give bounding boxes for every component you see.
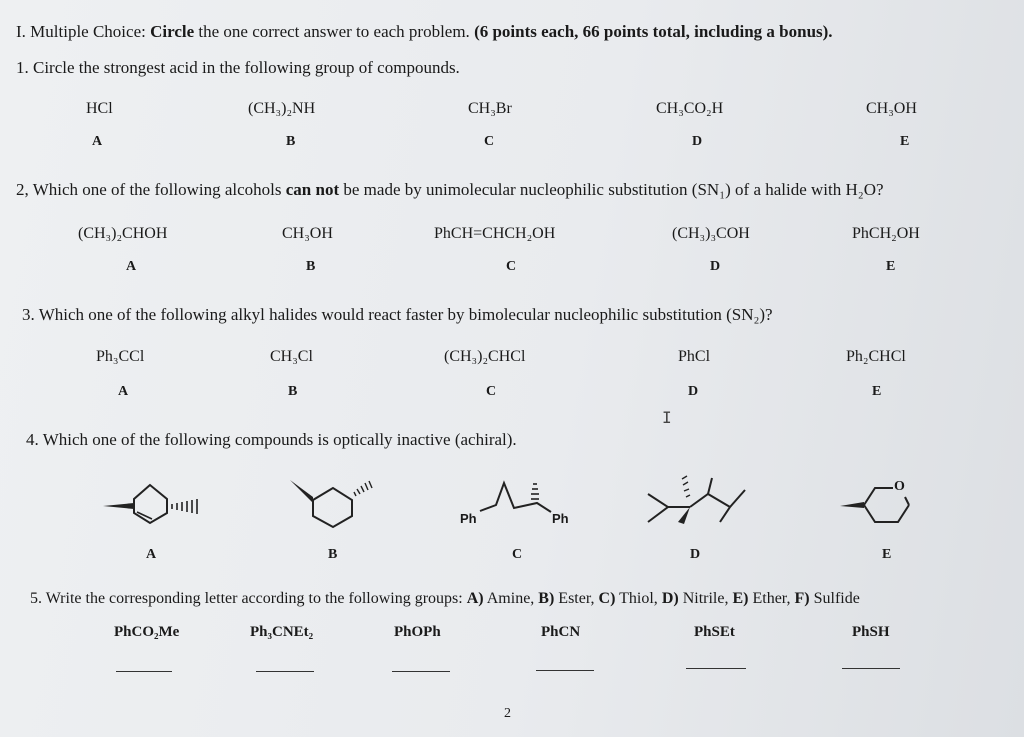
q3-text: 3. Which one of the following alkyl halides would react faster by bimolecular nucleophilic substitution (SN₂)?: [22, 305, 773, 324]
q4-letter-c: C: [512, 547, 523, 562]
q4-c-ph-right: Ph: [552, 511, 569, 526]
q5-answer-blank-2[interactable]: [256, 671, 314, 672]
q1-letter-a: A: [92, 134, 103, 149]
q3-letter-e: E: [872, 384, 882, 399]
instruction-bold: Circle: [150, 22, 195, 41]
q2-letter-e: E: [886, 259, 896, 274]
q2-text-bold: can not: [285, 180, 340, 199]
q2-option-b[interactable]: CH₃OH: [282, 225, 333, 242]
q1-letter-e: E: [900, 134, 910, 149]
q4-letter-d: D: [690, 547, 701, 562]
q2-letter-b: B: [306, 259, 316, 274]
q5-answer-blank-3[interactable]: [392, 671, 450, 672]
q5-prefix: 5. Write the corresponding letter according to the following groups:: [30, 590, 463, 607]
q1-text: 1. Circle the strongest acid in the following group of compounds.: [16, 58, 460, 77]
q5-name-f: Sulfide: [813, 590, 860, 607]
q2-option-a[interactable]: (CH₃)₂CHOH: [78, 225, 168, 242]
q5-compound-2: Ph₃CNEt₂: [250, 624, 314, 640]
q1-option-d[interactable]: CH₃CO₂H: [656, 100, 724, 117]
q3-letter-d: D: [688, 384, 699, 399]
q4-letter-b: B: [328, 547, 338, 562]
page-number: 2: [504, 706, 511, 721]
q3-letter-a: A: [118, 384, 129, 399]
q5-key-d: D): [661, 590, 679, 607]
q5-compound-6: PhSH: [852, 624, 890, 640]
q2-text: [16, 180, 884, 200]
q5-key-e: E): [732, 590, 749, 607]
q5-answer-blank-4[interactable]: [536, 670, 594, 671]
q2-option-d[interactable]: (CH₃)₃COH: [672, 225, 750, 242]
q5-key-a: A): [466, 590, 484, 607]
q1-letter-b: B: [286, 134, 296, 149]
q5-key-b: B): [538, 590, 555, 607]
q5-compound-1: PhCO₂Me: [114, 624, 180, 640]
header-line: [16, 22, 833, 42]
q5-compound-4: PhCN: [541, 624, 581, 640]
q2-option-c[interactable]: PhCH=CHCH₂OH: [434, 225, 556, 242]
q1-option-a[interactable]: HCl: [86, 100, 113, 117]
q3-letter-b: B: [288, 384, 298, 399]
q3-option-d[interactable]: PhCl: [678, 348, 711, 365]
q2-letter-a: A: [126, 259, 137, 274]
q5-name-e: Ether,: [752, 590, 791, 607]
q5-answer-blank-1[interactable]: [116, 671, 172, 672]
q3-letter-c: C: [486, 384, 497, 399]
q5-answer-blank-6[interactable]: [842, 668, 900, 669]
points-note: (6 points each, 66 points total, including a bonus).: [474, 22, 833, 41]
q5-answer-blank-5[interactable]: [686, 668, 746, 669]
q3-option-c[interactable]: (CH₃)₂CHCl: [444, 348, 526, 365]
q5-name-c: Thiol,: [619, 590, 658, 607]
q5-name-b: Ester,: [558, 590, 595, 607]
q2-text-b: be made by unimolecular nucleophilic substitution (SN₁) of a halide with H₂O?: [343, 180, 884, 199]
q1-option-b[interactable]: (CH₃)₂NH: [248, 100, 316, 117]
q4-letter-e: E: [882, 547, 892, 562]
q4-text: 4. Which one of the following compounds is optically inactive (achiral).: [26, 430, 517, 449]
q4-c-ph-left: Ph: [460, 511, 477, 526]
q3-option-e[interactable]: Ph₂CHCl: [846, 348, 906, 365]
q3-option-b[interactable]: CH₃Cl: [270, 348, 313, 365]
q5-compound-5: PhSEt: [694, 624, 735, 640]
q5-text: [30, 590, 860, 608]
q2-letter-c: C: [506, 259, 517, 274]
q2-text-a: 2, Which one of the following alcohols: [16, 180, 282, 199]
q5-key-c: C): [598, 590, 616, 607]
q1-letter-c: C: [484, 134, 495, 149]
text-cursor-icon: I: [662, 408, 672, 427]
q1-option-c[interactable]: CH₃Br: [468, 100, 512, 117]
instruction-text: the one correct answer to each problem.: [198, 22, 470, 41]
q5-compound-3: PhOPh: [394, 624, 441, 640]
q5-key-f: F): [794, 590, 810, 607]
q4-letter-a: A: [146, 547, 157, 562]
q3-option-a[interactable]: Ph₃CCl: [96, 348, 145, 365]
q2-letter-d: D: [710, 259, 721, 274]
q2-option-e[interactable]: PhCH₂OH: [852, 225, 920, 242]
q4-e-oxygen: O: [894, 479, 905, 494]
q5-name-a: Amine,: [486, 590, 535, 607]
q1-letter-d: D: [692, 134, 703, 149]
q5-name-d: Nitrile,: [682, 590, 729, 607]
section-title: I. Multiple Choice:: [16, 22, 146, 41]
q1-option-e[interactable]: CH₃OH: [866, 100, 917, 117]
